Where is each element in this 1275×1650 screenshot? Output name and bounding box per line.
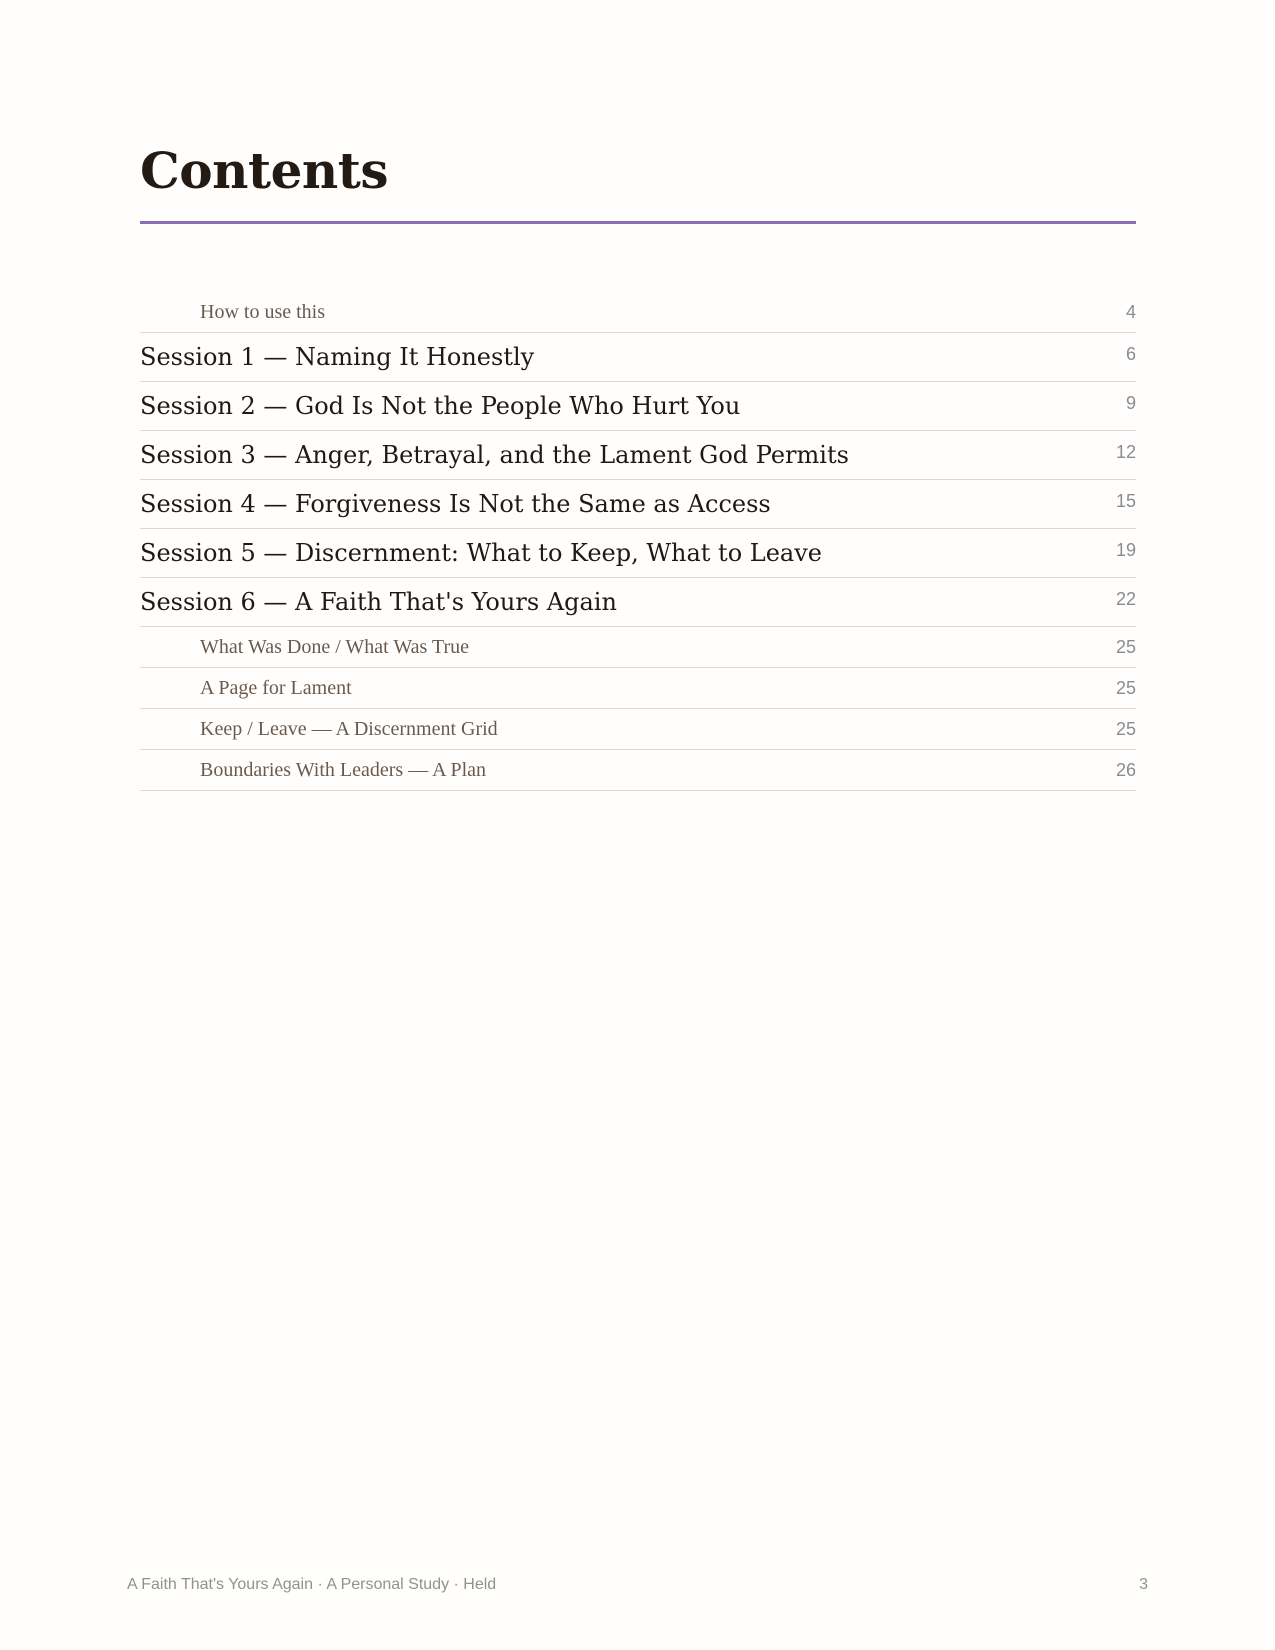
toc-entry-page-number: 26 [1115, 760, 1136, 780]
toc-entry-session-6[interactable] [140, 578, 1136, 627]
toc-entry-boundaries-plan[interactable] [140, 750, 1136, 791]
toc-entry-label: Session 6 — A Faith That's Yours Again [140, 588, 617, 616]
toc-entry-label: Session 2 — God Is Not the People Who Hurt You [140, 392, 741, 420]
toc-entry-label: Boundaries With Leaders — A Plan [200, 759, 487, 781]
toc-entry-lament-page[interactable] [140, 668, 1136, 709]
toc-entry-label: Session 1 — Naming It Honestly [140, 343, 535, 371]
toc-entry-session-4[interactable] [140, 480, 1136, 529]
table-of-contents [140, 292, 1136, 791]
toc-entry-label: Keep / Leave — A Discernment Grid [200, 718, 498, 740]
toc-entry-page-number: 15 [1115, 491, 1136, 511]
footer-page-number: 3 [1139, 1576, 1148, 1593]
footer-running-title: A Faith That's Yours Again · A Personal Study · Held [127, 1576, 497, 1593]
toc-entry-what-was-done[interactable] [140, 627, 1136, 668]
toc-entry-label: What Was Done / What Was True [200, 636, 469, 658]
toc-entry-session-5[interactable] [140, 529, 1136, 578]
toc-entry-page-number: 19 [1115, 540, 1136, 560]
toc-entry-label: How to use this [200, 301, 325, 323]
toc-entry-label: Session 3 — Anger, Betrayal, and the Lament God Permits [140, 441, 849, 469]
toc-entry-page-number: 12 [1115, 442, 1136, 462]
toc-entry-page-number: 25 [1115, 637, 1136, 657]
toc-entry-page-number: 4 [1125, 302, 1136, 322]
toc-entry-page-number: 6 [1125, 344, 1136, 364]
page-title: Contents [140, 141, 389, 200]
toc-entry-label: Session 4 — Forgiveness Is Not the Same as Access [140, 490, 771, 518]
toc-entry-page-number: 9 [1125, 393, 1136, 413]
toc-entry-page-number: 25 [1115, 678, 1136, 698]
toc-entry-label: A Page for Lament [200, 677, 352, 699]
toc-entry-page-number: 25 [1115, 719, 1136, 739]
title-divider [140, 221, 1136, 224]
toc-entry-discernment-grid[interactable] [140, 709, 1136, 750]
toc-entry-session-1[interactable] [140, 333, 1136, 382]
toc-entry-session-2[interactable] [140, 382, 1136, 431]
toc-entry-session-3[interactable] [140, 431, 1136, 480]
toc-entry-how-to-use[interactable] [140, 292, 1136, 333]
toc-entry-page-number: 22 [1115, 589, 1136, 609]
toc-entry-label: Session 5 — Discernment: What to Keep, What to Leave [140, 539, 822, 567]
